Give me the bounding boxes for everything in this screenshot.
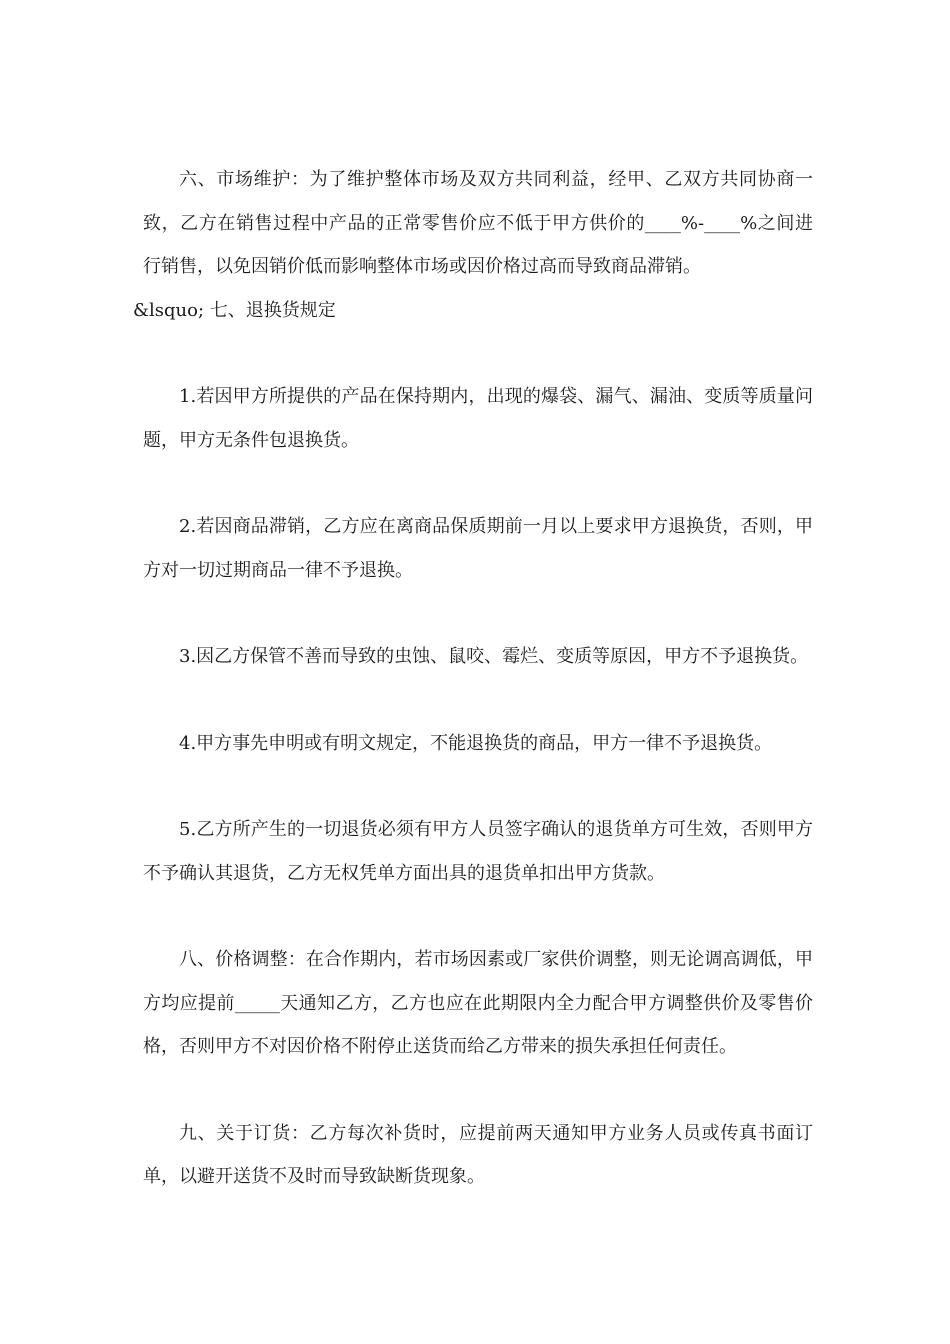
paragraph-return-rule-1: 1.若因甲方所提供的产品在保持期内，出现的爆袋、漏气、漏油、变质等质量问题，甲方无条件包退换货。 bbox=[143, 386, 813, 451]
paragraph-text: 六、市场维护：为了维护整体市场及双方共同利益，经甲、乙双方共同协商一致，乙方在销售过程中产品的正常零售价应不低于甲方供价的____%-____%之间进行销售，以免因销价低而影响整体市场或因价格过高而导致商品滞销。 bbox=[143, 169, 813, 277]
paragraph-market-maintenance bbox=[133, 158, 813, 332]
section-heading-returns: &lsquo; 七、退换货规定 bbox=[133, 299, 336, 321]
document-page bbox=[133, 158, 813, 1199]
paragraph-return-rule-3: 3.因乙方保管不善而导致的虫蚀、鼠咬、霉烂、变质等原因，甲方不予退换货。 bbox=[179, 646, 809, 667]
paragraph-return-rule-5: 5.乙方所产生的一切退货必须有甲方人员签字确认的退货单方可生效，否则甲方不予确认其退货，乙方无权凭单方面出具的退货单扣出甲方货款。 bbox=[143, 819, 813, 884]
paragraph-ordering: 九、关于订货：乙方每次补货时，应提前两天通知甲方业务人员或传真书面订单，以避开送货不及时而导致缺断货现象。 bbox=[143, 1122, 813, 1187]
paragraph-price-adjustment: 八、价格调整：在合作期内，若市场因素或厂家供价调整，则无论调高调低，甲方均应提前_____天通知乙方，乙方也应在此期限内全力配合甲方调整供价及零售价格，否则甲方不对因价格不附停止送货而给乙方带来的损失承担任何责任。 bbox=[143, 949, 813, 1057]
paragraph-return-rule-4: 4.甲方事先申明或有明文规定，不能退换货的商品，甲方一律不予退换货。 bbox=[179, 732, 773, 754]
paragraph-return-rule-2: 2.若因商品滞销，乙方应在离商品保质期前一月以上要求甲方退换货，否则，甲方对一切过期商品一律不予退换。 bbox=[143, 516, 813, 581]
